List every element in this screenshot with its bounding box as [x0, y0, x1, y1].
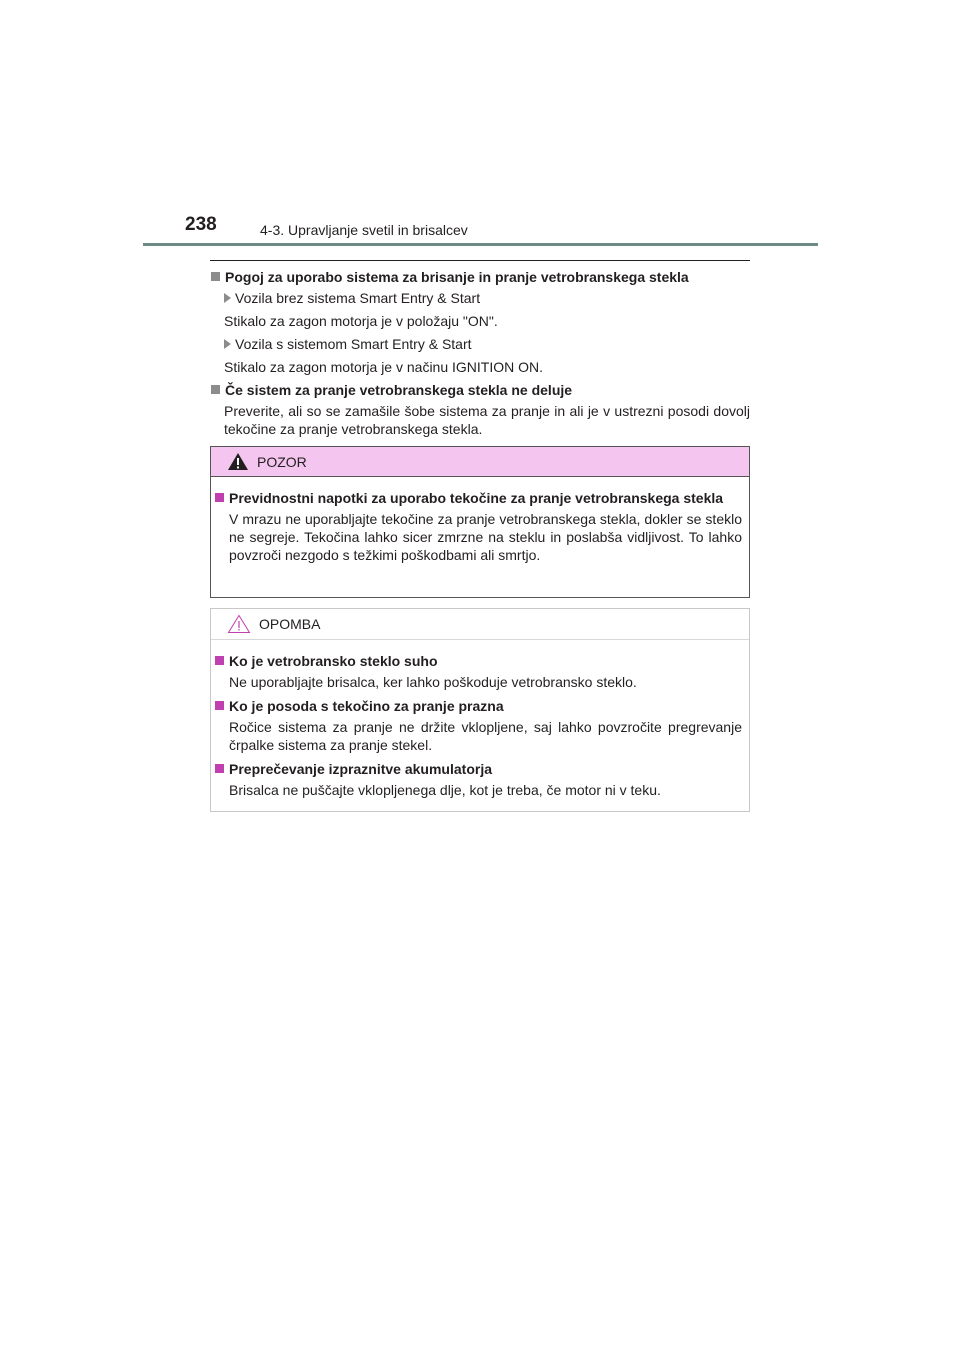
- notice-header: [211, 609, 749, 640]
- sub-item-label: Vozila s sistemom Smart Entry & Start: [235, 336, 472, 352]
- main-content: [210, 268, 750, 443]
- triangle-bullet-icon: [224, 339, 231, 349]
- notice-warning-icon: [227, 614, 251, 634]
- square-bullet-icon: [215, 656, 224, 665]
- paragraph: Stikalo za zagon motorja je v načinu IGNITION ON.: [224, 359, 544, 375]
- notice-body: [211, 640, 749, 799]
- section-title: 4-3. Upravljanje svetil in brisalcev: [260, 222, 468, 238]
- caution-header: [211, 447, 749, 477]
- notice-heading: [214, 652, 742, 670]
- notice-label: OPOMBA: [259, 616, 321, 632]
- caution-heading-text: Previdnostni napotki za uporabo tekočine za pranje vetrobranskega stekla: [229, 490, 724, 506]
- square-bullet-icon: [215, 701, 224, 710]
- caution-label: POZOR: [257, 453, 307, 470]
- square-bullet-icon: [211, 385, 220, 394]
- notice-text: Ročice sistema za pranje ne držite vklopljene, saj lahko povzročite pregrevanje črpalke sistema za pranje stekel.: [229, 719, 742, 753]
- notice-text: Brisalca ne puščajte vklopljenega dlje, kot je treba, če motor ni v teku.: [229, 782, 661, 798]
- notice-heading-text: Ko je posoda s tekočino za pranje prazna: [229, 698, 504, 714]
- caution-text: V mrazu ne uporabljajte tekočine za pranje vetrobranskega stekla, dokler se steklo ne segreje. Tekočina lahko sicer zmrzne na steklu in poslabša vidljivost. To lahko povzroči nezgodo s težkimi poškodbami ali smrtjo.: [229, 511, 742, 563]
- square-bullet-icon: [215, 493, 224, 502]
- sub-item: [224, 335, 750, 353]
- sub-item: [224, 289, 750, 307]
- section-heading-text: Pogoj za uporabo sistema za brisanje in pranje vetrobranskega stekla: [225, 269, 689, 285]
- notice-heading-text: Preprečevanje izpraznitve akumulatorja: [229, 761, 492, 777]
- notice-heading-text: Ko je vetrobransko steklo suho: [229, 653, 438, 669]
- header-rule: [143, 243, 818, 246]
- page-number: 238: [185, 214, 217, 235]
- paragraph: Preverite, ali so se zamašile šobe sistema za pranje in ali je v ustrezni posodi dovolj tekočine za pranje vetrobranskega stekla.: [224, 403, 750, 437]
- sub-item-label: Vozila brez sistema Smart Entry & Start: [235, 290, 481, 306]
- caution-box: [210, 446, 750, 598]
- triangle-bullet-icon: [224, 293, 231, 303]
- paragraph: Stikalo za zagon motorja je v položaju "ON".: [224, 313, 498, 329]
- warning-icon: [227, 452, 249, 471]
- top-rule: [210, 260, 750, 261]
- notice-heading: [214, 760, 742, 778]
- square-bullet-icon: [215, 764, 224, 773]
- notice-box: [210, 608, 750, 812]
- caution-body: [211, 477, 749, 564]
- caution-heading: [214, 489, 742, 507]
- square-bullet-icon: [211, 272, 220, 281]
- notice-heading: [214, 697, 742, 715]
- section-heading: [210, 381, 750, 399]
- section-heading: [210, 268, 750, 286]
- notice-text: Ne uporabljajte brisalca, ker lahko poškoduje vetrobransko steklo.: [229, 674, 637, 690]
- section-heading-text: Če sistem za pranje vetrobranskega stekla ne deluje: [225, 382, 573, 398]
